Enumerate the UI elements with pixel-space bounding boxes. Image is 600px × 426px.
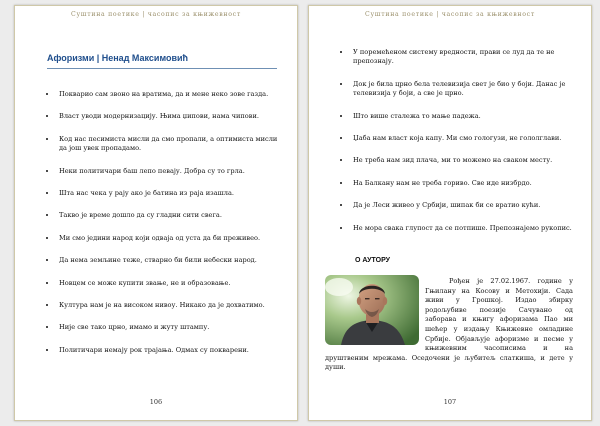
- list-item: • Да нема земљине теже, стварно би били небески народ.: [57, 256, 279, 265]
- running-header: Суштина поетике | часопис за књижевност: [365, 11, 535, 18]
- section-title: [47, 46, 277, 69]
- page-number: 107: [443, 398, 457, 406]
- list-item: • Ми смо једини народ који одваја од уста да би преживео.: [57, 234, 279, 243]
- author-photo: [325, 275, 419, 345]
- list-item: • Такво је време дошло да су гладни сити свега.: [57, 211, 279, 220]
- list-item: • Да је Леси живео у Србији, шипак би се вратио кући.: [351, 201, 573, 210]
- right-page: [308, 5, 592, 421]
- left-page: [14, 5, 298, 421]
- list-item: • Не треба нам зид плача, ми то можемо на сваком месту.: [351, 156, 573, 165]
- list-item: • Неки политичари баш лепо певају. Добра су то грла.: [57, 167, 279, 176]
- bio-text: Рођен је 27.02.1967. године у Гњилану на Косову и Метохији. Сада живи у Грошкој. Издао збирку родољубиве поезије Сачувано од заборава и књигу афоризама Пао ми шећер у издању Књижевне омладине Србије. Објављује афоризме и песме у књижевним часописима и на друштвеним мрежама. Оседочени је љубитељ слаткиша, и дете у души.: [325, 277, 573, 372]
- list-item: • Власт уводи модернизацију. Њима џипови, нама чипови.: [57, 112, 279, 121]
- list-item: • Култура нам је на високом нивоу. Никако да је дохватимо.: [57, 301, 279, 310]
- list-item: • Политичари немају рок трајања. Одмах су покварени.: [57, 346, 279, 355]
- running-header: Суштина поетике | часопис за књижевност: [71, 11, 241, 18]
- article-title: Афоризми | Ненад Максимовић: [47, 53, 189, 63]
- list-item: • Док је била црно бела телевизија свет је био у боји. Данас је телевизија у боји, а све је црно.: [351, 80, 573, 99]
- list-item: • У поремећеном систему вредности, прави се луд да те не препознају.: [351, 48, 573, 67]
- list-item: • Шта нас чека у рају ако је батина из раја изашла.: [57, 189, 279, 198]
- list-item: • Код нас песимиста мисли да смо пропали, а оптимиста мисли да још увек пропадамо.: [57, 135, 279, 154]
- about-author-heading: О АУТОРУ: [355, 257, 391, 264]
- aphorism-list: [43, 90, 279, 368]
- page-number: 106: [149, 398, 163, 406]
- list-item: • Није све тако црно, имамо и жуту штампу.: [57, 323, 279, 332]
- list-item: • На Балкану нам не треба гориво. Све иде низбрдо.: [351, 179, 573, 188]
- list-item: • Џаба нам власт која капу. Ми смо гологузи, не гололглави.: [351, 134, 573, 143]
- list-item: • Покварио сам звоно на вратима, да и мене неко зове газда.: [57, 90, 279, 99]
- aphorism-list: [337, 48, 573, 246]
- list-item: • Не мора свака глупост да се потпише. Препознајемо рукопис.: [351, 224, 573, 233]
- list-item: • Што више сталежа то мање падежа.: [351, 112, 573, 121]
- list-item: • Новцем се може купити звање, не и образовање.: [57, 279, 279, 288]
